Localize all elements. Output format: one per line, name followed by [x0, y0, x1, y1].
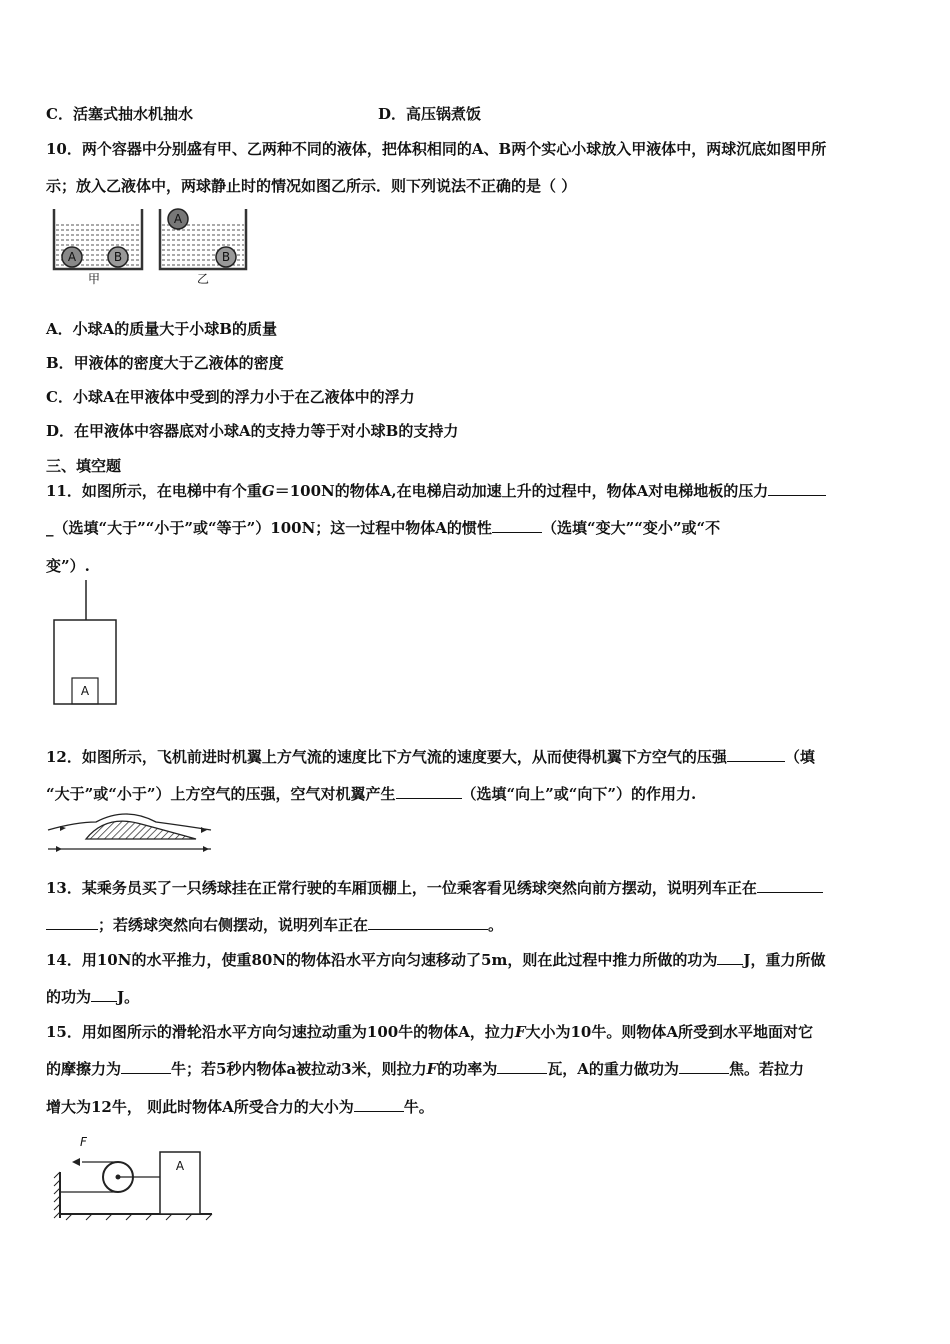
- label-yi: 乙: [196, 272, 210, 286]
- ball-a-yi-label: A: [173, 212, 183, 226]
- q15-stem-line2: 的摩擦力为 牛；若5秒内物体a被拉动3米，则拉力F的功率为 瓦，A的重力做功为 焦。若拉力: [46, 1060, 804, 1078]
- beaker-jia: [54, 209, 142, 286]
- q14-stem-line2: 的功为 J。: [46, 988, 140, 1006]
- q13-stem-line1: 13．某乘务员买了一只绣球挂在正常行驶的车厢顶棚上，一位乘客看见绣球突然向前方摆动，说明列车正在: [46, 877, 823, 898]
- q11-stem-line2: _（选填“大于”“小于”或“等于”）100N；这一过程中物体A的惯性 （选填“变大”“变小”或“不: [46, 519, 721, 537]
- q12-wing-figure: [46, 812, 216, 856]
- q15-stem-line3: 增大为12牛， 则此时物体A所受合力的大小为 牛。: [46, 1098, 434, 1116]
- label-jia: 甲: [87, 272, 101, 286]
- q12-stem-line2: “大于”或“小于”）上方空气的压强，空气对机翼产生 （选填“向上”或“向下”）的作用力.: [46, 785, 697, 803]
- beaker-yi: [160, 209, 246, 286]
- ball-a-label: A: [67, 250, 77, 264]
- q10-option-d: D．在甲液体中容器底对小球A的支持力等于对小球B的支持力: [46, 422, 459, 440]
- q13-stem-line2: ；若绣球突然向右侧摆动，说明列车正在 。: [46, 914, 503, 935]
- q10-stem-line1: 10．两个容器中分别盛有甲、乙两种不同的液体，把体积相同的A、B两个实心小球放入甲液体中，两球沉底如图甲所: [46, 140, 827, 158]
- pulley-block-label: A: [175, 1159, 185, 1173]
- ball-b-label: B: [113, 250, 123, 264]
- section-title: 三、填空题: [46, 457, 122, 475]
- q11-stem-line1: 11．如图所示，在电梯中有个重G＝100N的物体A,在电梯启动加速上升的过程中，物体A对电梯地板的压力: [46, 480, 826, 501]
- q10-option-b: B．甲液体的密度大于乙液体的密度: [46, 354, 284, 372]
- q10-stem-line2: 示；放入乙液体中，两球静止时的情况如图乙所示．则下列说法不正确的是（ ）: [46, 177, 577, 195]
- q9-option-c: C．活塞式抽水机抽水: [46, 105, 193, 123]
- q10-figure: [50, 205, 250, 290]
- q12-stem-line1: 12．如图所示，飞机前进时机翼上方气流的速度比下方气流的速度要大，从而使得机翼下方空气的压强 （填: [46, 748, 815, 766]
- q9-option-d: D．高压锅煮饭: [378, 105, 482, 123]
- q11-stem-line3: 变”）.: [46, 557, 90, 575]
- q11-elevator-figure: [52, 580, 122, 708]
- q14-stem-line1: 14．用10N的水平推力，使重80N的物体沿水平方向匀速移动了5m，则在此过程中推力所做的功为 J，重力所做: [46, 951, 826, 969]
- force-label: F: [80, 1135, 87, 1149]
- q10-option-a: A．小球A的质量大于小球B的质量: [46, 320, 277, 338]
- ball-b-yi-label: B: [221, 250, 231, 264]
- q15-stem-line1: 15．用如图所示的滑轮沿水平方向匀速拉动重为100牛的物体A，拉力F大小为10牛。则物体A所受到水平地面对它: [46, 1023, 813, 1041]
- q10-option-c: C．小球A在甲液体中受到的浮力小于在乙液体中的浮力: [46, 388, 415, 406]
- elevator-block-label: A: [80, 684, 90, 698]
- q15-pulley-figure: [52, 1130, 217, 1222]
